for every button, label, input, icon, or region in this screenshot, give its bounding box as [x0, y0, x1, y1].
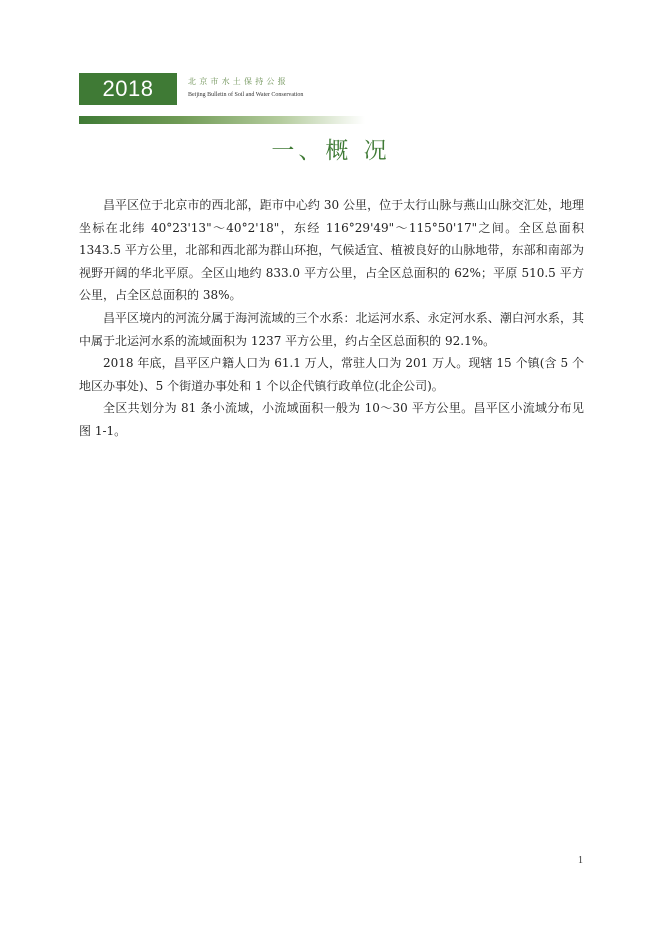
page-number: 1 [578, 855, 583, 866]
paragraph-population: 2018 年底，昌平区户籍人口为 61.1 万人，常驻人口为 201 万人。现辖 15 个镇(含 5 个地区办事处)、5 个街道办事处和 1 个以企代镇行政单位(北企公司)。 [79, 356, 584, 393]
body-text [79, 194, 584, 443]
paragraph-watersheds: 全区共划分为 81 条小流域，小流域面积一般为 10～30 平方公里。昌平区小流域分布见图 1-1。 [79, 401, 584, 438]
paragraph-rivers: 昌平区境内的河流分属于海河流域的三个水系：北运河水系、永定河水系、潮白河水系，其中属于北运河水系的流域面积为 1237 平方公里，约占全区总面积的 92.1%。 [79, 310, 584, 348]
paragraph-location: 昌平区位于北京市的西北部，距市中心约 30 公里，位于太行山脉与燕山山脉交汇处，地理坐标在北纬 40°23'13"～40°2'18"，东经 116°29'49"～115°50'17"之间。全区总面积 1343.5 平方公里，北部和西北部为群山环抱，气候适宜、植被良好的山脉地带，东部和南部为视野开阔的华北平原。全区山地约 833.0 平方公里，占全区总面积的 62%；平原 510.5 平方公里，占全区总面积的 38%。 [79, 198, 584, 303]
header-divider-bar [79, 116, 365, 124]
year-badge: 2018 [79, 73, 177, 105]
bulletin-title-cn: 北京市水土保持公报 [188, 77, 289, 86]
section-heading: 一、概 况 [271, 138, 391, 164]
bulletin-title-en: Beijing Bulletin of Soil and Water Conservation [188, 92, 304, 98]
